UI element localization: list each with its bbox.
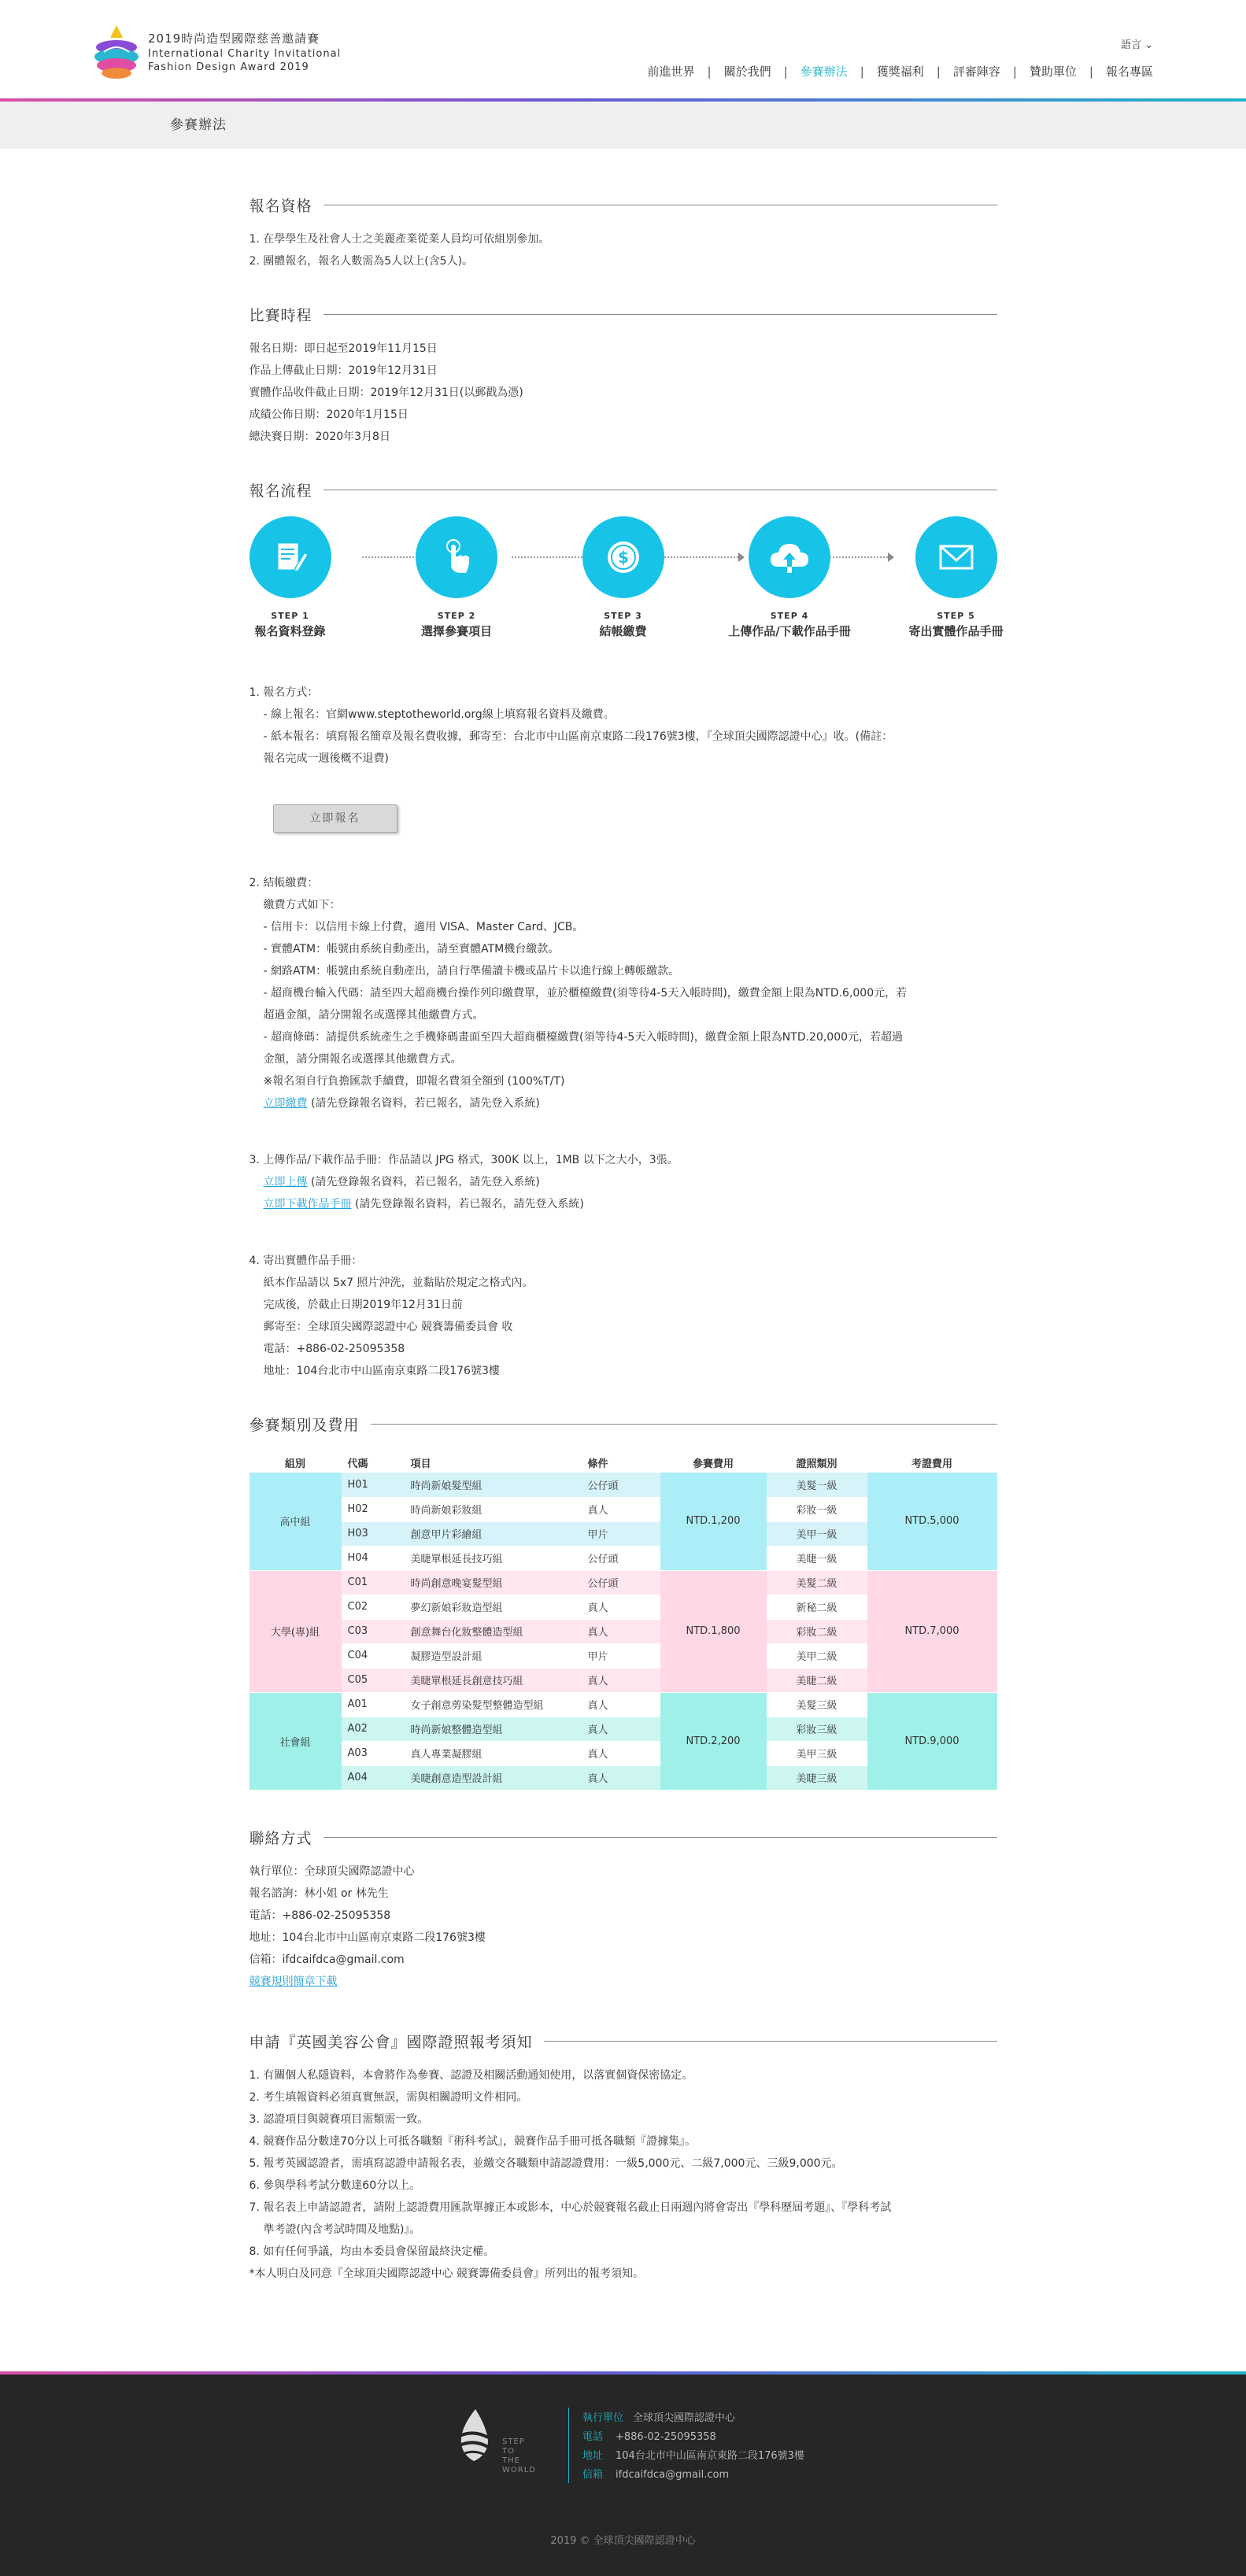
- pay-now-link[interactable]: 立即繳費: [263, 1097, 308, 1110]
- footer-logo-text-4: WORLD: [502, 2465, 536, 2474]
- mail-heading: 4. 寄出實體作品手冊：: [249, 1255, 363, 1267]
- footer-info-row: [582, 2428, 804, 2447]
- step-name: 寄出實體作品手冊: [908, 624, 1004, 638]
- footer-info-value: 全球頂尖國際認證中心: [633, 2412, 736, 2424]
- col-header-group: 組別: [284, 1458, 305, 1470]
- col-header-exam-fee: 考證費用: [911, 1458, 952, 1470]
- download-handbook-link[interactable]: 立即下載作品手冊: [263, 1198, 352, 1210]
- footer-info-value: 104台北市中山區南京東路二段176號3樓: [616, 2449, 804, 2462]
- schedule-item: 報名日期：即日起至2019年11月15日: [249, 342, 438, 355]
- nav-separator: |: [1012, 64, 1017, 79]
- brand-title-zh: 2019時尚造型國際慈善邀請賽: [148, 31, 320, 46]
- page-title: 參賽辦法: [170, 117, 227, 133]
- condition-cell: 甲片: [582, 1521, 660, 1546]
- fees-table: [250, 1452, 997, 1791]
- title-rule: [324, 1837, 997, 1838]
- notice-line: 7. 報名表上申請認證者，請附上認證費用匯款單據正本或影本，中心於競賽報名截止日兩週內將會寄出『學科歷屆考題』、『學科考試: [249, 2201, 892, 2214]
- cert-cell: 彩妝二級: [767, 1619, 867, 1643]
- brand-title-en-1: International Charity Invitational: [148, 48, 342, 60]
- schedule-item: 成績公佈日期：2020年1月15日: [249, 408, 409, 421]
- code-cell: A04: [342, 1765, 405, 1790]
- step-5: [882, 516, 1031, 639]
- item-cell: 時尚創意晚宴髮型組: [405, 1570, 582, 1595]
- footer-info-value: +886-02-25095358: [616, 2430, 716, 2443]
- group-university: [250, 1570, 997, 1692]
- method-paper-note: 報名完成一週後概不退費): [263, 752, 389, 765]
- code-cell: C05: [342, 1668, 405, 1692]
- item-cell: 女子創意剪染髮型整體造型組: [405, 1692, 582, 1717]
- notice-line: 4. 競賽作品分數達70分以上可抵各職類『術科考試』，競賽作品手冊可抵各職類『證據集』。: [249, 2134, 697, 2148]
- footer-logo-icon: [447, 2406, 502, 2469]
- item-cell: 時尚新娘彩妝組: [405, 1497, 582, 1521]
- qualification-section: [250, 194, 997, 272]
- condition-cell: 真人: [582, 1668, 660, 1692]
- copyright: 2019 © 全球頂尖國際認證中心: [550, 2534, 696, 2547]
- brand-logo-icon[interactable]: [93, 24, 140, 83]
- nav-item-about[interactable]: 關於我們: [723, 65, 771, 79]
- brand-title[interactable]: [148, 30, 341, 73]
- payment-line: - 超商機台輸入代碼：請至四大超商機台操作列印繳費單，並於櫃檯繳費(須等待4-5天入帳時間)，繳費金額上限為NTD.6,000元，若: [263, 987, 908, 1000]
- condition-cell: 真人: [582, 1619, 660, 1643]
- language-dropdown[interactable]: 語言 ⌄: [1120, 39, 1153, 51]
- footer-info-row: [582, 2466, 804, 2485]
- condition-cell: 公仔頭: [582, 1473, 660, 1497]
- footer-divider: [568, 2408, 569, 2483]
- nav-separator: |: [860, 64, 864, 79]
- notice-line: 2. 考生填報資料必須真實無誤，需與相關證明文件相同。: [249, 2090, 528, 2104]
- nav-separator: |: [936, 64, 941, 79]
- exam-fee-cell: NTD.5,000: [867, 1473, 997, 1570]
- step-number: STEP 2: [437, 611, 476, 621]
- mail-section: [250, 1250, 997, 1382]
- group-professional: [250, 1692, 997, 1790]
- registration-method: [250, 682, 997, 770]
- condition-cell: 真人: [582, 1717, 660, 1741]
- mail-line: 電話：+886-02-25095358: [263, 1343, 405, 1355]
- dollar-coin-icon: [601, 535, 645, 579]
- step-circle: [250, 516, 331, 598]
- condition-cell: 甲片: [582, 1643, 660, 1668]
- mail-line: 紙本作品請以 5x7 照片沖洗，並黏貼於規定之格式內。: [263, 1277, 534, 1289]
- code-cell: A02: [342, 1717, 405, 1741]
- col-header-fee: 參賽費用: [692, 1458, 734, 1470]
- qualification-item: 1. 在學學生及社會人士之美麗產業從業人員均可依組別參加。: [249, 233, 550, 246]
- cert-cell: 美睫二級: [767, 1668, 867, 1692]
- upload-heading: 3. 上傳作品/下載作品手冊：作品請以 JPG 格式，300K 以上，1MB 以下之大小，3張。: [249, 1154, 678, 1166]
- section-title: [250, 304, 997, 325]
- item-cell: 真人專業凝膠組: [405, 1741, 582, 1765]
- svg-text:$: $: [617, 548, 629, 567]
- notice-line: 5. 報考英國認證者，需填寫認證申請報名表，並繳交各職類申請認證費用：一級5,000元、二級7,000元、三級9,000元。: [249, 2157, 843, 2170]
- nav-item-rules[interactable]: 參賽辦法: [800, 65, 848, 79]
- footer-info-key: 電話: [582, 2430, 604, 2443]
- register-now-button[interactable]: 立即報名: [273, 804, 397, 833]
- code-cell: H04: [342, 1546, 405, 1570]
- cert-cell: 美睫三級: [767, 1765, 867, 1790]
- col-header-item: 項目: [410, 1458, 431, 1470]
- condition-cell: 真人: [582, 1741, 660, 1765]
- cert-cell: 美睫一級: [767, 1546, 867, 1570]
- footer-logo-text: [502, 2437, 536, 2475]
- contact-line: 報名諮詢：林小姐 or 林先生: [249, 1887, 389, 1900]
- col-header-condition: 條件: [587, 1458, 608, 1470]
- footer-info-value[interactable]: ifdcaifdca@gmail.com: [616, 2468, 730, 2481]
- fee-cell: NTD.2,200: [660, 1692, 767, 1790]
- item-cell: 美睫單根延長技巧組: [405, 1546, 582, 1570]
- cert-cell: 彩妝三級: [767, 1717, 867, 1741]
- upload-link-row: [250, 1171, 997, 1193]
- table-row: [250, 1570, 997, 1595]
- code-cell: H01: [342, 1473, 405, 1497]
- nav-separator: |: [707, 64, 712, 79]
- cert-cell: 美髮三級: [767, 1692, 867, 1717]
- section-title: [250, 2031, 997, 2052]
- step-circle: [749, 516, 830, 598]
- cert-cell: 美甲二級: [767, 1643, 867, 1668]
- condition-cell: 真人: [582, 1595, 660, 1619]
- upload-now-link[interactable]: 立即上傳: [263, 1176, 308, 1188]
- group-name-cell: 高中組: [250, 1473, 342, 1570]
- item-cell: 美睫單根延長創意技巧組: [405, 1668, 582, 1692]
- cert-cell: 彩妝一級: [767, 1497, 867, 1521]
- step-name: 上傳作品/下載作品手冊: [728, 624, 851, 638]
- footer-logo-text-3: THE: [502, 2456, 520, 2465]
- section-title-text: 參賽類別及費用: [249, 1417, 360, 1434]
- process-section: [249, 479, 1004, 642]
- cert-cell: 美甲一級: [767, 1521, 867, 1546]
- payment-line: - 信用卡：以信用卡線上付費，適用 VISA、Master Card、JCB。: [263, 921, 584, 933]
- cert-cell: 美髮二級: [767, 1570, 867, 1595]
- notice-line: 準考證(內含考試時間及地點)』。: [263, 2223, 421, 2236]
- payment-line: 超過金額，請分開報名或選擇其他繳費方式。: [263, 1009, 484, 1022]
- nav-item-world[interactable]: 前進世界: [647, 65, 695, 79]
- group-name-cell: 社會組: [250, 1692, 342, 1790]
- item-cell: 創意甲片彩繪組: [405, 1521, 582, 1546]
- payment-line: ※報名須自行負擔匯款手續費，即報名費須全額到 (100%T/T): [263, 1075, 565, 1088]
- group-highschool: [250, 1473, 997, 1570]
- contact-line: 地址：104台北市中山區南京東路二段176號3樓: [249, 1931, 486, 1944]
- notice-line: 3. 認證項目與競賽項目需類需一致。: [249, 2112, 429, 2126]
- step-1: [216, 516, 365, 639]
- nav-item-awards[interactable]: 獲獎福利: [876, 65, 924, 79]
- group-name-cell: 大學(專)組: [250, 1570, 342, 1692]
- condition-cell: 真人: [582, 1692, 660, 1717]
- code-cell: A01: [342, 1692, 405, 1717]
- col-header-cert: 證照類別: [796, 1458, 837, 1470]
- payment-line: 金額，請分開報名或選擇其他繳費方式。: [263, 1053, 462, 1066]
- step-number: STEP 3: [604, 611, 642, 621]
- step-circle: [915, 516, 997, 598]
- condition-cell: 公仔頭: [582, 1570, 660, 1595]
- site-header: [0, 0, 1246, 98]
- payment-line: 繳費方式如下：: [263, 899, 341, 911]
- pay-now-note: (請先登錄報名資料，若已報名，請先登入系統): [307, 1097, 540, 1110]
- rules-download-link[interactable]: 競賽規則簡章下載: [249, 1975, 338, 1988]
- payment-heading: 2. 結帳繳費：: [249, 877, 319, 889]
- notice-line: 6. 參與學科考試分數達60分以上。: [249, 2179, 421, 2192]
- table-header-row: [250, 1452, 997, 1473]
- section-title-text: 報名流程: [249, 482, 312, 500]
- item-cell: 創意舞台化妝整體造型組: [405, 1619, 582, 1643]
- contact-line: 執行單位：全球頂尖國際認證中心: [249, 1865, 415, 1878]
- item-cell: 美睫創意造型設計組: [405, 1765, 582, 1790]
- section-title: [250, 479, 997, 501]
- schedule-section: [250, 304, 997, 448]
- step-4: [715, 516, 864, 639]
- footer-logo-text-1: STEP: [502, 2437, 525, 2446]
- upload-section: [250, 1149, 997, 1215]
- mail-line: 完成後，於截止日期2019年12月31日前: [263, 1299, 463, 1311]
- breadcrumb: [0, 102, 1246, 149]
- download-note: (請先登錄報名資料，若已報名，請先登入系統): [351, 1198, 584, 1210]
- table-row: [250, 1692, 997, 1717]
- footer-info-key: 信箱: [582, 2468, 604, 2481]
- step-name: 結帳繳費: [599, 624, 647, 638]
- item-cell: 凝膠造型設計組: [405, 1643, 582, 1668]
- title-rule: [544, 2041, 997, 2042]
- contact-line: 信箱：ifdcaifdca@gmail.com: [249, 1953, 405, 1966]
- section-title-text: 報名資格: [249, 198, 312, 215]
- fee-cell: NTD.1,800: [660, 1570, 767, 1692]
- payment-section: [250, 872, 997, 1114]
- step-number: STEP 1: [271, 611, 309, 621]
- section-title: [250, 1827, 997, 1848]
- step-3: [549, 516, 698, 639]
- notice-line: 1. 有關個人私隱資料，本會將作為參賽、認證及相關活動通知使用，以落實個資保密協定。: [249, 2068, 693, 2082]
- payment-line: - 網路ATM：帳號由系統自動產出，請自行準備讀卡機或晶片卡以進行線上轉帳繳款。: [263, 965, 680, 978]
- item-cell: 時尚新娘整體造型組: [405, 1717, 582, 1741]
- nav-item-register[interactable]: 報名專區: [1105, 65, 1153, 79]
- method-paper: - 紙本報名：填寫報名簡章及報名費收據，郵寄至：台北市中山區南京東路二段176號3樓，『全球頂尖國際認證中心』收。(備註：: [263, 730, 893, 743]
- exam-fee-cell: NTD.9,000: [867, 1692, 997, 1790]
- main-nav: [635, 63, 1153, 79]
- schedule-item: 實體作品收件截止日期：2019年12月31日(以郵戳為憑): [249, 386, 523, 399]
- notice-line: *本人明白及同意『全球頂尖國際認證中心 競賽籌備委員會』所列出的報考須知。: [249, 2267, 644, 2280]
- footer-info-row: [582, 2447, 804, 2466]
- item-cell: 夢幻新娘彩妝造型組: [405, 1595, 582, 1619]
- section-title: [250, 194, 997, 216]
- notice-section: [250, 2031, 997, 2285]
- code-cell: C02: [342, 1595, 405, 1619]
- step-number: STEP 5: [937, 611, 975, 621]
- footer-logo-text-2: TO: [502, 2446, 515, 2456]
- form-edit-icon: [268, 535, 312, 579]
- process-steps: [250, 516, 1004, 642]
- contact-section: [250, 1827, 997, 1993]
- step-2: [382, 516, 531, 639]
- title-rule: [324, 314, 997, 315]
- cloud-upload-icon: [766, 535, 813, 579]
- step-number: STEP 4: [770, 611, 809, 621]
- section-title: [250, 1414, 997, 1435]
- contact-line: 電話：+886-02-25095358: [249, 1909, 391, 1922]
- step-name: 選擇參賽項目: [420, 624, 492, 638]
- notice-line: 8. 如有任何爭議，均由本委員會保留最終決定權。: [249, 2245, 495, 2258]
- code-cell: A03: [342, 1741, 405, 1765]
- step-name: 報名資料登錄: [254, 624, 326, 638]
- payment-line: - 超商條碼：請提供系統產生之手機條碼畫面至四大超商櫃檯繳費(須等待4-5天入帳時間)，繳費金額上限為NTD.20,000元，若超過: [263, 1031, 904, 1044]
- schedule-item: 作品上傳截止日期：2019年12月31日: [249, 364, 438, 377]
- payment-link-row: [250, 1092, 997, 1114]
- code-cell: H03: [342, 1521, 405, 1546]
- nav-separator: |: [783, 64, 788, 79]
- condition-cell: 公仔頭: [582, 1546, 660, 1570]
- fees-section: [250, 1414, 997, 1791]
- code-cell: C01: [342, 1570, 405, 1595]
- nav-item-judges[interactable]: 評審陣容: [952, 65, 1000, 79]
- cert-cell: 新秘二級: [767, 1595, 867, 1619]
- item-cell: 時尚新娘髮型組: [405, 1473, 582, 1497]
- schedule-item: 總決賽日期：2020年3月8日: [249, 431, 390, 443]
- site-footer: [0, 2375, 1246, 2576]
- code-cell: C03: [342, 1619, 405, 1643]
- hand-tap-icon: [434, 535, 479, 579]
- section-title-text: 申請『英國美容公會』國際證照報考須知: [249, 2033, 533, 2051]
- step-circle: [582, 516, 664, 598]
- exam-fee-cell: NTD.7,000: [867, 1570, 997, 1692]
- footer-info-row: [582, 2409, 804, 2428]
- step-circle: [416, 516, 497, 598]
- envelope-icon: [934, 535, 978, 579]
- section-title-text: 比賽時程: [249, 307, 312, 324]
- cert-cell: 美髮一級: [767, 1473, 867, 1497]
- section-title-text: 聯絡方式: [249, 1829, 312, 1847]
- condition-cell: 真人: [582, 1497, 660, 1521]
- brand-title-en-2: Fashion Design Award 2019: [148, 61, 309, 73]
- code-cell: C04: [342, 1643, 405, 1668]
- cert-cell: 美甲三級: [767, 1741, 867, 1765]
- nav-separator: |: [1089, 64, 1093, 79]
- nav-item-sponsors[interactable]: 贊助單位: [1029, 65, 1077, 79]
- mail-line: 地址：104台北市中山區南京東路二段176號3樓: [263, 1365, 500, 1377]
- condition-cell: 真人: [582, 1765, 660, 1790]
- footer-info-key: 地址: [582, 2449, 604, 2462]
- title-rule: [371, 1424, 997, 1425]
- fee-cell: NTD.1,200: [660, 1473, 767, 1570]
- mail-line: 郵寄至：全球頂尖國際認證中心 競賽籌備委員會 收: [263, 1321, 513, 1333]
- footer-info-key: 執行單位: [582, 2412, 624, 2424]
- main-content: [249, 149, 1004, 2285]
- payment-line: - 實體ATM：帳號由系統自動產出，請至實體ATM機台繳款。: [263, 943, 560, 955]
- method-heading: 1. 報名方式：: [249, 686, 319, 699]
- footer-info: [582, 2409, 804, 2485]
- table-row: [250, 1473, 997, 1497]
- upload-note: (請先登錄報名資料，若已報名，請先登入系統): [307, 1176, 540, 1188]
- qualification-item: 2. 團體報名，報名人數需為5人以上(含5人)。: [249, 255, 474, 268]
- method-online: - 線上報名：官網www.steptotheworld.org線上填寫報名資料及繳費。: [263, 708, 615, 721]
- download-link-row: [250, 1193, 997, 1215]
- col-header-code: 代碼: [347, 1458, 368, 1470]
- code-cell: H02: [342, 1497, 405, 1521]
